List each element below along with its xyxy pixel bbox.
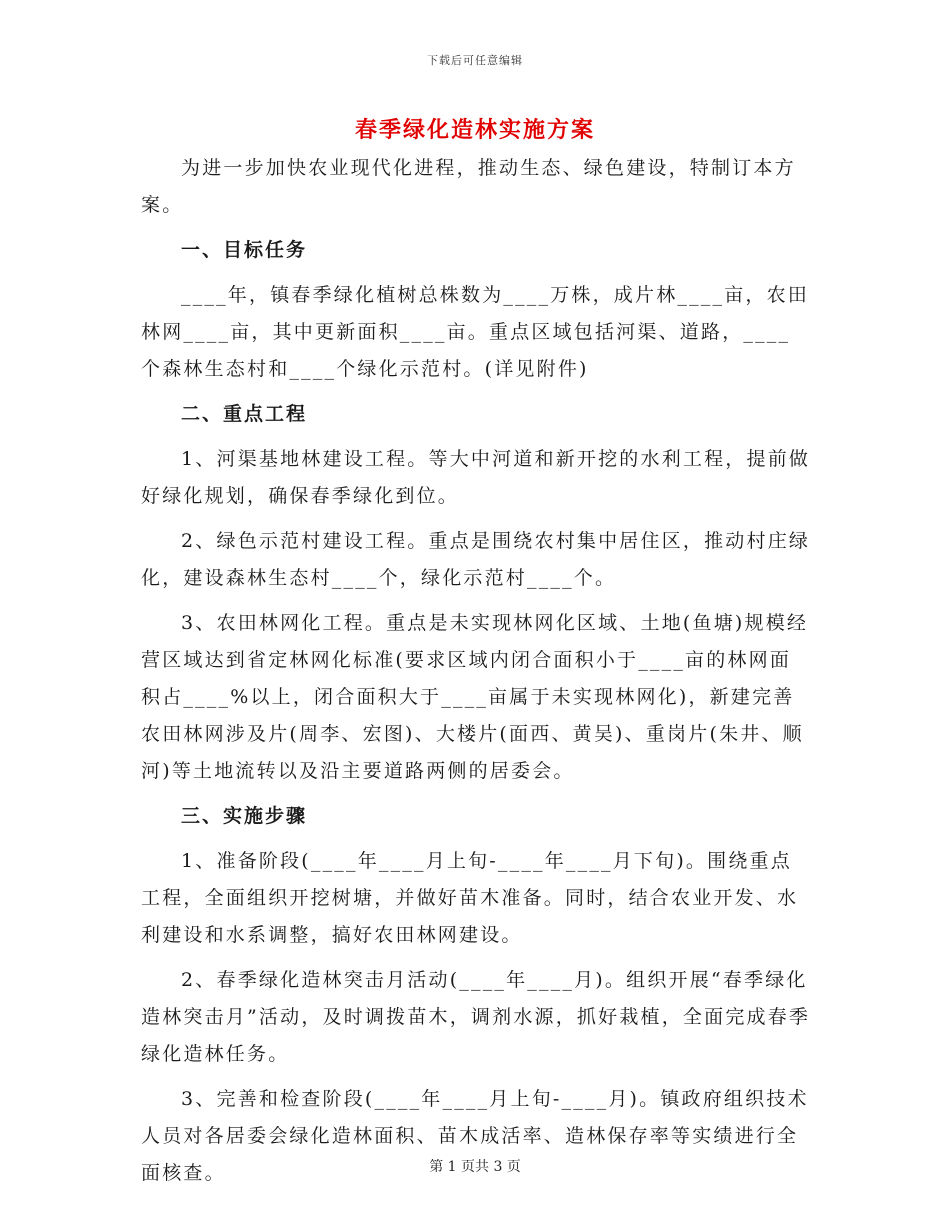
project-paragraph-1: 1、河渠基地林建设工程。等大中河道和新开挖的水利工程，提前做好绿化规划，确保春季绿化到位。 [141, 448, 811, 507]
step-paragraph-1: 1、准备阶段(____年____月上旬-____年____月下旬)。围绕重点工程，全面组织开挖树塘，并做好苗木准备。同时，结合农业开发、水利建设和水系调整，搞好农田林网建设。 [141, 850, 799, 946]
document-body [141, 150, 811, 1192]
goals-paragraph: ____年，镇春季绿化植树总株数为____万株，成片林____亩，农田林网____亩，其中更新面积____亩。重点区域包括河渠、道路，____个森林生态村和____个绿化示范村。(详见附件) [141, 284, 810, 380]
section-heading-key-projects: 二、重点工程 [181, 403, 308, 425]
step-paragraph-3: 3、完善和检查阶段(____年____月上旬-____月)。镇政府组织技术人员对各居委会绿化造林面积、苗木成活率、造林保存率等实绩进行全面核查。 [141, 1088, 809, 1184]
document-title: 春季绿化造林实施方案 [354, 117, 595, 143]
section-heading-goals: 一、目标任务 [181, 239, 308, 261]
intro-paragraph: 为进一步加快农业现代化进程，推动生态、绿色建设，特制订本方案。 [141, 157, 796, 216]
step-paragraph-2: 2、春季绿化造林突击月活动(____年____月)。组织开展“春季绿化造林突击月”活动，及时调拨苗木，调剂水源，抓好栽植，全面完成春季绿化造林任务。 [141, 969, 811, 1065]
section-heading-steps: 三、实施步骤 [181, 805, 308, 827]
page-footer: 第 1 页共 3 页 [429, 1159, 521, 1175]
project-paragraph-2: 2、绿色示范村建设工程。重点是围绕农村集中居住区，推动村庄绿化，建设森林生态村____个，绿化示范村____个。 [141, 530, 811, 589]
project-paragraph-3: 3、农田林网化工程。重点是未实现林网化区域、土地(鱼塘)规模经营区域达到省定林网化标准(要求区域内闭合面积小于____亩的林网面积占____%以上，闭合面积大于____亩属于未实现林网化)，新建完善农田林网涉及片(周李、宏图)、大楼片(面西、黄吴)、重岗片(朱井、顺河)等土地流转以及沿主要道路两侧的居委会。 [141, 612, 809, 782]
page-header: 下载后可任意编辑 [427, 54, 523, 67]
